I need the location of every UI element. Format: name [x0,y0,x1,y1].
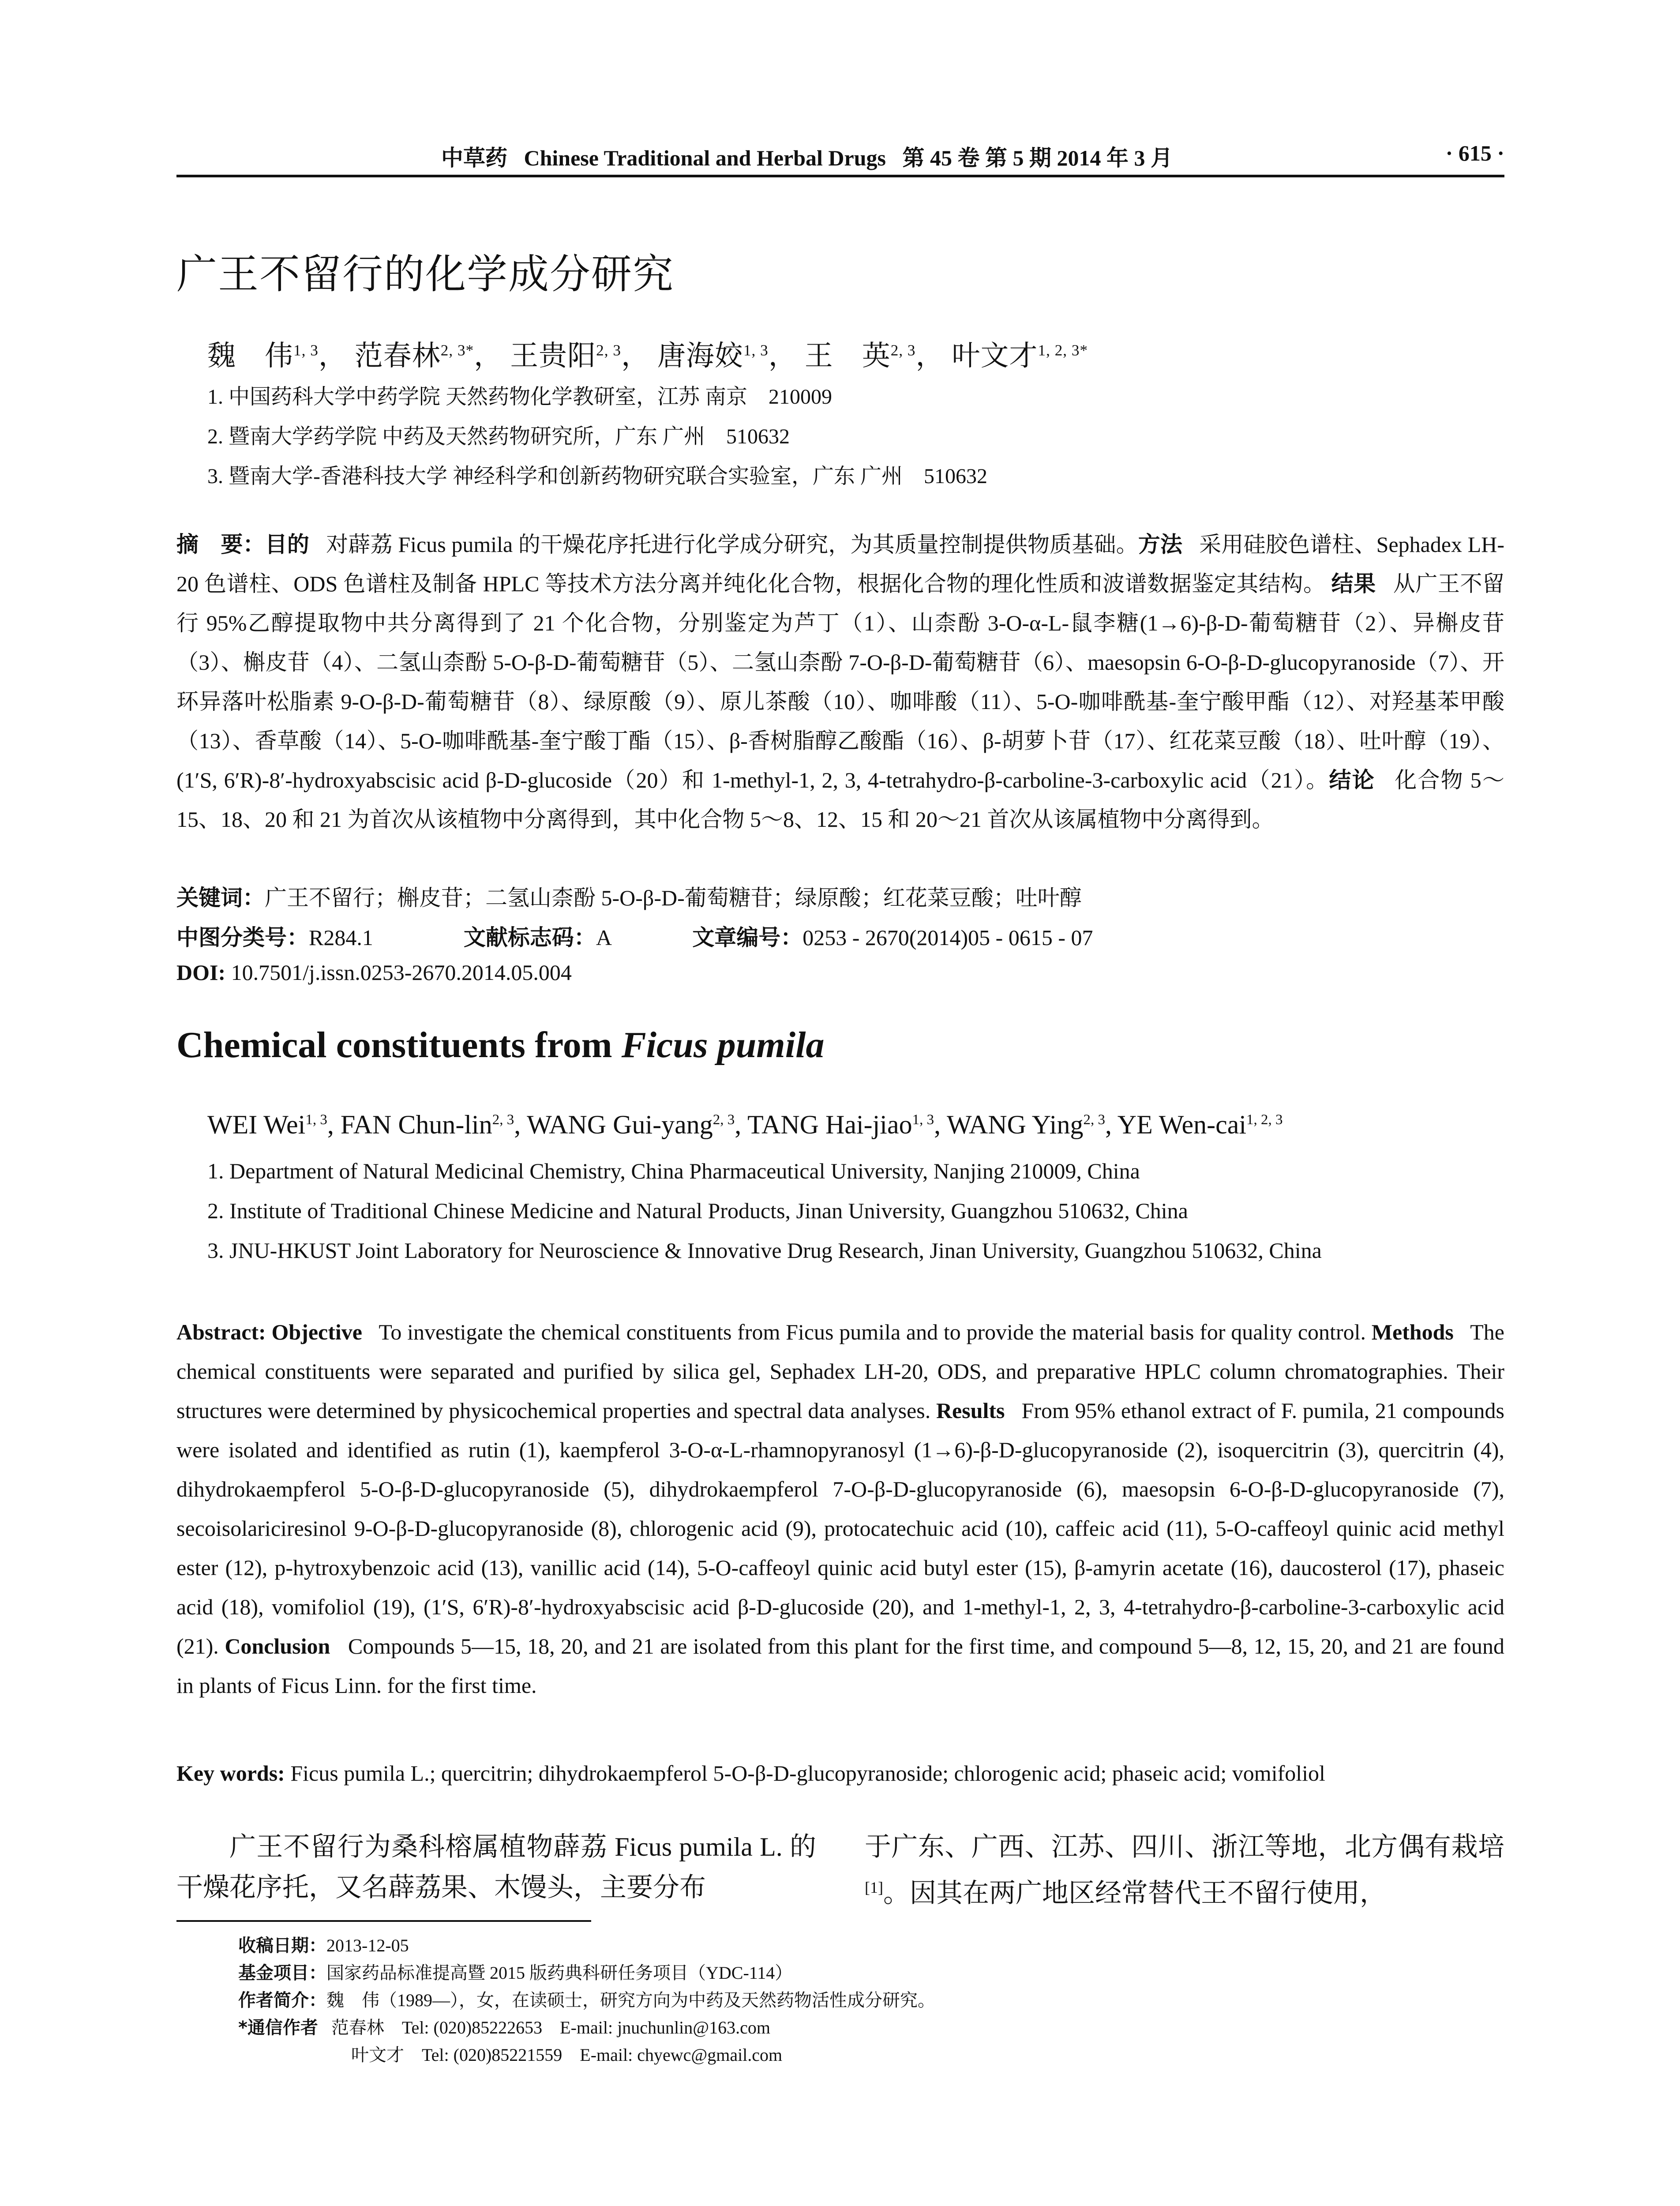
results-label: 结果 [1331,571,1376,597]
journal-issue: 第 45 卷 第 5 期 2014 年 3 月 [902,146,1173,170]
author-en: WANG Ying$^{2, 3}$ [947,1110,1105,1139]
footnote-corresponding-2: 叶文才 Tel: (020)85221559 E-mail: chyewc@gmail.com [351,2045,783,2065]
species-name: Ficus pumila [621,1024,825,1065]
body-column-left: 广王不留行为桑科榕属植物薜荔 Ficus pumila L. 的干燥花序托，又名薜荔果、木馒头，主要分布 [176,1832,816,1902]
author-en: YE Wen-cai$^{1, 2, 3}$ [1117,1110,1283,1139]
header-center [441,140,1173,172]
keywords-label: 关键词： [176,885,265,911]
author-cn: 王贵阳$^{2, 3}$ [510,340,621,371]
doi-label: DOI: [176,960,226,985]
doc-label: 文献标志码： [463,925,596,950]
author-en: TANG Hai-jiao$^{1, 3}$ [747,1110,934,1139]
abstract-cn [176,525,1504,839]
running-header [176,140,1504,171]
author-en: WANG Gui-yang$^{2, 3}$ [527,1110,735,1139]
affiliation-cn-3: 3. 暨南大学-香港科技大学 神经科学和创新药物研究联合实验室，广东 广州 510632 [207,465,987,488]
footnote-rule [176,1920,591,1922]
author-en: WEI Wei$^{1, 3}$ [207,1110,327,1139]
objective-label: 目的 [265,532,310,557]
header-rule [176,175,1504,177]
keywords-cn [176,880,1082,912]
doi-link[interactable]: 10.7501/j.issn.0253-2670.2014.05.004 [231,960,572,985]
page-number: · 615 · [1445,141,1504,165]
affiliation-en-2: 2. Institute of Traditional Chinese Medicine and Natural Products, Jinan University, Guangzhou 510632, China [207,1198,1188,1223]
author-list-cn: 魏 伟$^{1, 3}$， 范春林$^{2, 3*}$， 王贵阳$^{2, 3}$， 唐海姣$^{1, 3}$， 王 英$^{2, 3}$， 叶文才$^{1, 2, 3*}$ [207,340,1088,371]
keywords-text: 广王不留行；槲皮苷；二氢山柰酚 5-O-β-D-葡萄糖苷；绿原酸；红花菜豆酸；吐叶醇 [265,885,1082,910]
body-column-right: 于广东、广西、江苏、四川、浙江等地，北方偶有栽培[1]。因其在两广地区经常替代王不留行使用， [865,1832,1504,1908]
doi-line [176,960,572,985]
clc-value: R284.1 [309,925,373,950]
methods-text: 采用硅胶色谱柱、Sephadex LH-20 色谱柱、ODS 色谱柱及制备 HPLC 等技术方法分离并纯化化合物，根据化合物的理化性质和波谱数据鉴定其结构。 [176,532,1505,596]
doc-value: A [596,925,611,950]
journal-name-cn: 中草药 [441,145,507,171]
keywords-en-text: Ficus pumila L.; quercitrin; dihydrokaempferol 5-O-β-D-glucopyranoside; chlorogenic acid; phaseic acid; vomifoliol [290,1761,1325,1786]
methods-en-label: Methods [1371,1320,1454,1344]
abstract-en-label: Abstract: Objective [176,1320,362,1344]
affiliation-en-1: 1. Department of Natural Medicinal Chemistry, China Pharmaceutical University, Nanjing 210009, China [207,1159,1140,1183]
conclusion-label: 结论 [1329,767,1375,793]
author-cn: 魏 伟$^{1, 3}$ [207,340,319,371]
author-cn: 范春林$^{2, 3*}$ [354,340,474,371]
article-title-en: Chemical constituents from Ficus pumila [176,1024,825,1065]
affiliation-cn-1: 1. 中国药科大学中药学院 天然药物化学教研室，江苏 南京 210009 [207,385,832,409]
classification-line [176,920,1093,952]
methods-en-text: The chemical constituents were separated and purified by silica gel, Sephadex LH-20, ODS, and preparative HPLC column chromatographies. Their structures were determined by physicochemical properties and spectral data analyses. [176,1320,1504,1423]
author-en: FAN Chun-lin$^{2, 3}$ [340,1110,514,1139]
footnote-fund: 基金项目：国家药品标准提高暨 2015 版药典科研任务项目（YDC-114） [238,1963,793,1983]
objective-en-text: To investigate the chemical constituents from Ficus pumila and to provide the material basis for quality control. [379,1320,1366,1344]
results-text: 从广王不留行 95%乙醇提取物中共分离得到了 21 个化合物，分别鉴定为芦丁（1）、山柰酚 3-O-α-L-鼠李糖(1→6)-β-D-葡萄糖苷（2）、异槲皮苷（3）、槲皮苷（4）、二氢山柰酚 5-O-β-D-葡萄糖苷（5）、二氢山柰酚 7-O-β-D-葡萄糖苷（6）、maesopsin 6-O-β-D-glucopyranoside（7）、开环异落叶松脂素 9-O-β-D-葡萄糖苷（8）、绿原酸（9）、原儿茶酸（10）、咖啡酸（11）、5-O-咖啡酰基-奎宁酸甲酯（12）、对羟基苯甲酸（13）、香草酸（14）、5-O-咖啡酰基-奎宁酸丁酯（15）、β-香树脂醇乙酸酯（16）、β-胡萝卜苷（17）、红花菜豆酸（18）、吐叶醇（19）、(1′S, 6′R)-8′-hydroxyabscisic acid β-D-glucoside（20）和 1-methyl-1, 2, 3, 4-tetrahydro-β-carboline-3-carboxylic acid（21）。 [176,571,1505,792]
footnote-corresponding: *通信作者 范春林 Tel: (020)85222653 E-mail: jnuchunlin@163.com [238,2018,770,2038]
article-no-value: 0253 - 2670(2014)05 - 0615 - 07 [802,925,1093,950]
journal-name-en: Chinese Traditional and Herbal Drugs [524,146,886,170]
objective-text: 对薜荔 Ficus pumila 的干燥花序托进行化学成分研究，为其质量控制提供物质基础。 [326,532,1138,557]
conclusion-en-label: Conclusion [225,1634,330,1658]
abstract-label: 摘 要： [176,532,265,557]
author-cn: 唐海姣$^{1, 3}$ [657,340,769,371]
article-title-cn: 广王不留行的化学成分研究 [176,251,675,298]
methods-label: 方法 [1138,532,1183,557]
results-en-text: From 95% ethanol extract of F. pumila, 21 compounds were isolated and identified as rutin (1), kaempferol 3-O-α-L-rhamnopyranosyl (1→6)-β-D-glucopyranoside (2), isoquercitrin (3), quercitrin (4), dihydrokaempferol 5-O-β-D-glucopyranoside (5), dihydrokaempferol 7-O-β-D-glucopyranoside (6), maesopsin 6-O-β-D-glucopyranoside (7), secoisolariciresinol 9-O-β-D-glucopyranoside (8), chlorogenic acid (9), protocatechuic acid (10), caffeic acid (11), 5-O-caffeoyl quinic acid methyl ester (12), p-hytroxybenzoic acid (13), vanillic acid (14), 5-O-caffeoyl quinic acid butyl ester (15), β-amyrin acetate (16), daucosterol (17), phaseic acid (18), vomifoliol (19), (1′S, 6′R)-8′-hydroxyabscisic acid β-D-glucoside (20), and 1-methyl-1, 2, 3, 4-tetrahydro-β-carboline-3-carboxylic acid (21). [176,1398,1505,1658]
reference-marker[interactable]: [1] [865,1879,883,1896]
conclusion-text: 化合物 5～15、18、20 和 21 为首次从该植物中分离得到，其中化合物 5～8、12、15 和 20～21 首次从该属植物中分离得到。 [176,768,1505,832]
affiliation-cn-2: 2. 暨南大学药学院 中药及天然药物研究所，广东 广州 510632 [207,425,790,448]
keywords-en-label: Key words: [176,1761,285,1786]
footnote-bio: 作者简介：魏 伟（1989—），女，在读硕士，研究方向为中药及天然药物活性成分研究。 [238,1990,935,2011]
abstract-en [176,1313,1504,1705]
clc-label: 中图分类号： [176,925,309,950]
results-en-label: Results [936,1398,1005,1423]
author-cn: 叶文才$^{1, 2, 3*}$ [952,340,1088,371]
author-cn: 王 英$^{2, 3}$ [804,340,916,371]
article-no-label: 文章编号： [692,925,803,950]
author-list-en: WEI Wei$^{1, 3}$, FAN Chun-lin$^{2, 3}$, WANG Gui-yang$^{2, 3}$, TANG Hai-jiao$^{1, 3}$, WANG Ying$^{2, 3}$, YE Wen-cai$^{1, 2, 3}$ [207,1110,1283,1139]
footnote-received: 收稿日期：2013-12-05 [238,1936,409,1956]
affiliation-en-3: 3. JNU-HKUST Joint Laboratory for Neuroscience & Innovative Drug Research, Jinan University, Guangzhou 510632, China [207,1238,1322,1263]
conclusion-en-text: Compounds 5—15, 18, 20, and 21 are isolated from this plant for the first time, and compound 5—8, 12, 15, 20, and 21 are found in plants of Ficus Linn. for the first time. [176,1634,1504,1698]
keywords-en [176,1760,1325,1786]
